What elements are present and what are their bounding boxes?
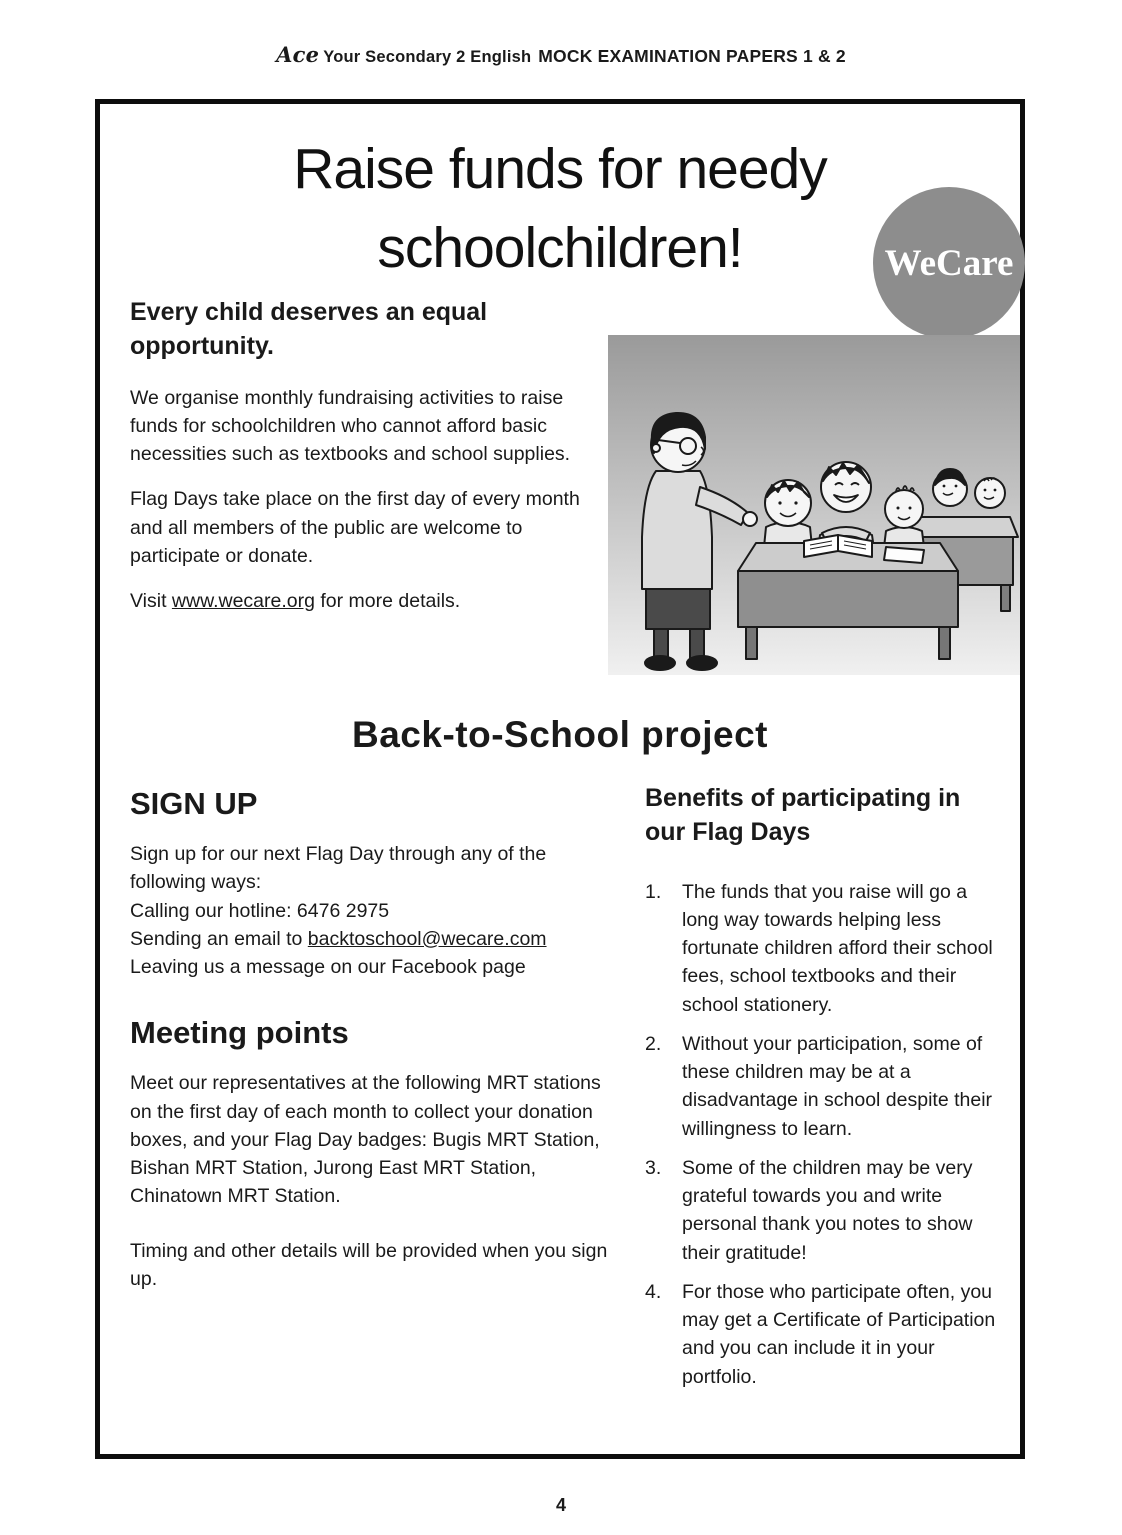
benefits-item-2: Without your participation, some of these children may be at a disadvantage in school despite their willingness to learn. — [682, 1032, 993, 1140]
meeting-points-heading: Meeting points — [130, 1015, 349, 1051]
signup-hotline: Calling our hotline: 6476 2975 — [130, 899, 390, 922]
series-title: Your Secondary 2 English — [323, 48, 532, 66]
meeting-timing-paragraph: Timing and other details will be provided when you sign up. — [130, 1239, 608, 1290]
wecare-logo-text: WeCare — [884, 242, 1014, 284]
intro-paragraph-1: We organise monthly fundraising activities to raise funds for schoolchildren who cannot afford basic necessities such as textbooks and school supplies. — [130, 386, 571, 466]
intro-column — [130, 296, 612, 632]
benefits-list — [645, 878, 1007, 1392]
signup-heading: SIGN UP — [130, 786, 258, 821]
benefits-item-3: Some of the children may be very grateful towards you and write personal thank you notes to show their gratitude! — [682, 1156, 973, 1264]
signup-email-prefix: Sending an email to — [130, 927, 308, 950]
benefits-heading: Benefits of participating in our Flag Days — [645, 784, 961, 846]
benefits-item-4: For those who participate often, you may get a Certificate of Participation and you can include it in your portfolio. — [682, 1280, 996, 1388]
book-title: MOCK EXAMINATION PAPERS 1 & 2 — [538, 46, 846, 66]
signup-email-link[interactable]: backtoschool@wecare.com — [307, 927, 547, 950]
project-heading: Back-to-School project — [352, 714, 768, 755]
left-column — [130, 786, 616, 1310]
visit-line — [130, 587, 612, 615]
signup-facebook: Leaving us a message on our Facebook page — [130, 956, 526, 979]
benefits-item-1: The funds that you raise will go a long way towards helping less fortunate children afford their school fees, school textbooks and their school stationery. — [682, 880, 993, 1016]
visit-prefix: Visit — [130, 590, 172, 613]
classroom-illustration — [608, 335, 1020, 675]
meeting-points-paragraph: Meet our representatives at the following MRT stations on the first day of each month to collect your donation boxes, and your Flag Day badges: Bugis MRT Station, Bishan MRT Station, Jurong East MRT Station, Chinatown MRT Station. — [130, 1072, 601, 1208]
wecare-url-link[interactable]: www.wecare.org — [171, 590, 315, 613]
page-number: 4 — [555, 1495, 566, 1515]
wecare-logo — [873, 187, 1025, 339]
signup-details — [130, 840, 616, 981]
signup-intro: Sign up for our next Flag Day through any of the following ways: — [130, 843, 547, 894]
series-logo-ace: Ace — [276, 42, 320, 67]
right-column — [645, 782, 1007, 1402]
intro-paragraph-2: Flag Days take place on the first day of every month and all members of the public are welcome to participate or donate. — [130, 488, 580, 567]
flyer-title-line2: schoolchildren! — [377, 215, 743, 280]
running-head — [0, 42, 1122, 67]
visit-suffix: for more details. — [314, 590, 461, 613]
intro-heading: Every child deserves an equal opportunity. — [130, 298, 488, 360]
classroom-illustration-svg — [608, 335, 1020, 675]
flyer-box — [95, 99, 1025, 1459]
flyer-title-line1: Raise funds for needy — [293, 137, 827, 201]
